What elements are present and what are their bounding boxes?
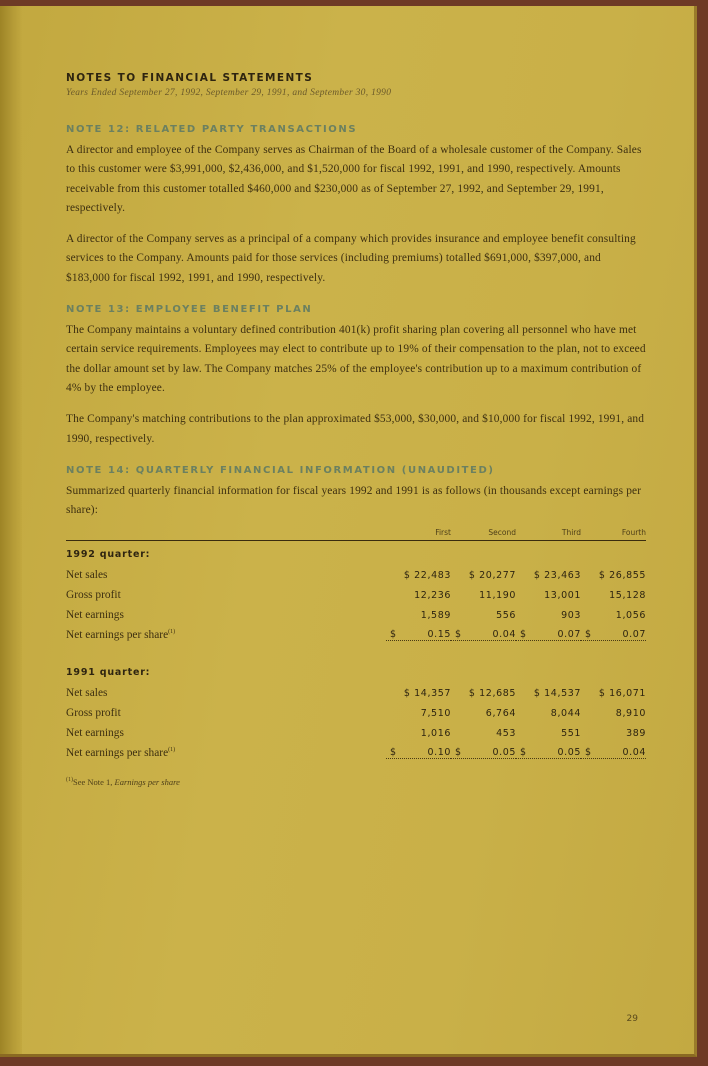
- cell: 903: [561, 609, 581, 621]
- row-label: Net earnings: [66, 609, 124, 622]
- cell: $ 23,463: [533, 569, 581, 581]
- note13-paragraph-2: The Company's matching contributions to the plan approximated $53,000, $30,000, and $10,000 for fiscal 1992, 1991, and 1990, respectively.: [66, 413, 645, 445]
- table-column-headers: [66, 528, 646, 541]
- cell: $ 26,855: [598, 569, 646, 581]
- cell: $ 0.10: [386, 747, 451, 759]
- cell: 1,589: [420, 609, 451, 621]
- quarterly-table: [66, 528, 646, 787]
- col-second: Second: [488, 528, 516, 538]
- cell: $ 22,483: [403, 569, 451, 581]
- page-number: 29: [626, 1014, 638, 1024]
- table-row: [66, 585, 646, 605]
- note13-heading: NOTE 13: EMPLOYEE BENEFIT PLAN: [66, 304, 313, 316]
- cell: 1,016: [420, 727, 451, 739]
- note14-intro: Summarized quarterly financial information for fiscal years 1992 and 1991 is as follows (in thousands except earnings per share):: [66, 484, 642, 517]
- col-first: First: [435, 528, 451, 538]
- table-row: [66, 605, 646, 625]
- cell: 551: [561, 727, 581, 739]
- cell: 7,510: [420, 707, 451, 719]
- row-label: Net earnings: [66, 727, 124, 740]
- table-row: [66, 703, 646, 723]
- note12-paragraph-2: A director of the Company serves as a principal of a company which provides insurance and employee benefit consulting services to the Company. Amounts paid for those services (including premiums) totalled $691,000, $397,000, and $183,000 for fiscal 1992, 1991, and 1990, respectively.: [66, 233, 636, 284]
- cell: 453: [496, 727, 516, 739]
- binding-spine: [0, 6, 22, 1054]
- cell: 13,001: [544, 589, 581, 601]
- cell: $ 14,357: [403, 687, 451, 699]
- cell: 389: [626, 727, 646, 739]
- row-label: Net sales: [66, 569, 108, 582]
- table-row: [66, 743, 646, 763]
- cell: 556: [496, 609, 516, 621]
- page-title: NOTES TO FINANCIAL STATEMENTS: [66, 72, 314, 84]
- cell: 8,910: [615, 707, 646, 719]
- table-row: [66, 625, 646, 645]
- col-fourth: Fourth: [621, 528, 646, 538]
- cell: 11,190: [479, 589, 516, 601]
- page-subtitle: Years Ended September 27, 1992, September 29, 1991, and September 30, 1990: [66, 88, 392, 98]
- row-label: Gross profit: [66, 707, 121, 720]
- cell: $ 0.07: [516, 629, 581, 641]
- cell: $ 12,685: [468, 687, 516, 699]
- cell: 12,236: [414, 589, 451, 601]
- cell: $ 0.07: [581, 629, 646, 641]
- year-1991-label: 1991 quarter:: [66, 667, 151, 679]
- table-row: [66, 565, 646, 585]
- footnote: $^{(1)}$See Note 1, Earnings per share: [66, 777, 180, 788]
- row-label: Gross profit: [66, 589, 121, 602]
- cell: $ 14,537: [533, 687, 581, 699]
- cell: $ 20,277: [468, 569, 516, 581]
- page-content: [66, 72, 646, 787]
- cell: $ 0.04: [451, 629, 516, 641]
- table-row: [66, 723, 646, 743]
- row-label: Net earnings per share$^{(1)}$: [66, 747, 176, 760]
- cell: $ 0.04: [581, 747, 646, 759]
- cell: 15,128: [609, 589, 646, 601]
- cell: $ 0.15: [386, 629, 451, 641]
- note12-paragraph-1: A director and employee of the Company serves as Chairman of the Board of a wholesale customer of the Company. Sales to this customer were $3,991,000, $2,436,000, and $1,520,000 for fiscal 1992, 1991, and 1990, respectively. Amounts receivable from this customer totalled $460,000 and $230,000 as of September 27, 1992, and September 29, 1991, respectively.: [66, 144, 642, 214]
- cell: 8,044: [550, 707, 581, 719]
- cell: 6,764: [485, 707, 516, 719]
- col-third: Third: [561, 528, 581, 538]
- document-page: [0, 6, 697, 1057]
- row-label: Net sales: [66, 687, 108, 700]
- cell: $ 16,071: [598, 687, 646, 699]
- cell: 1,056: [615, 609, 646, 621]
- note14-heading: NOTE 14: QUARTERLY FINANCIAL INFORMATION (UNAUDITED): [66, 464, 495, 476]
- row-label: Net earnings per share$^{(1)}$: [66, 629, 176, 642]
- cell: $ 0.05: [516, 747, 581, 759]
- table-row: [66, 683, 646, 703]
- year-1992-label: 1992 quarter:: [66, 549, 151, 561]
- footnote-mark: (1): [168, 747, 176, 754]
- note12-heading: NOTE 12: RELATED PARTY TRANSACTIONS: [66, 124, 358, 135]
- cell: $ 0.05: [451, 747, 516, 759]
- footnote-mark: (1): [168, 629, 176, 636]
- note13-paragraph-1: The Company maintains a voluntary defined contribution 401(k) profit sharing plan covering all personnel who have met certain service requirements. Employees may elect to contribute up to 19% of their compensation to the plan, not to exceed the dollar amount set by law. The Company matches 25% of the employee's contribution up to a maximum contribution of 4% by the employee.: [66, 324, 646, 394]
